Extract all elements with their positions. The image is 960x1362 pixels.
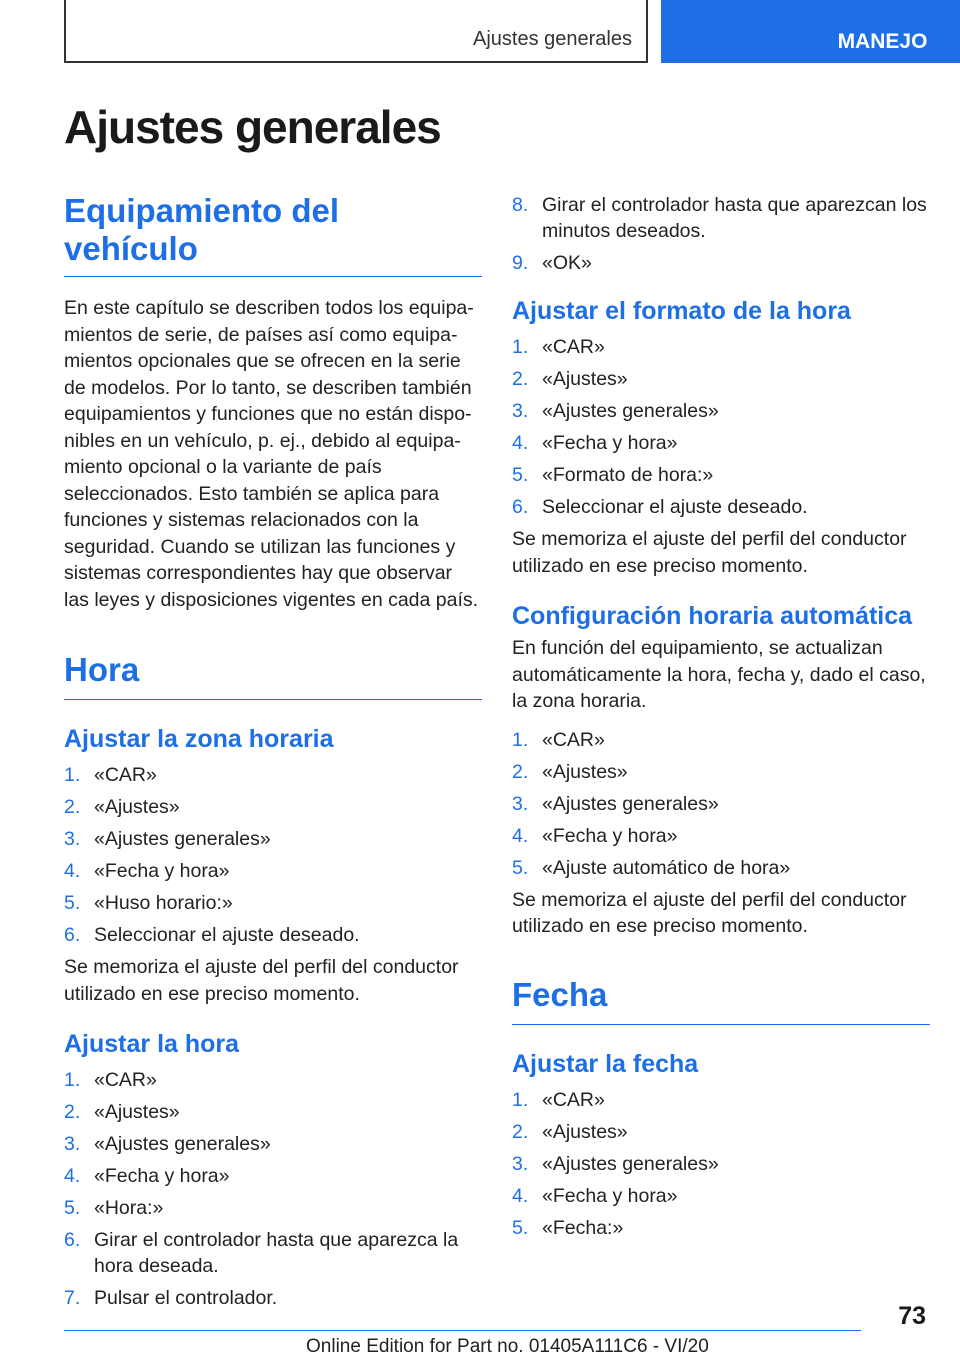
- step-number: 2.: [512, 368, 529, 390]
- list-item: [512, 823, 930, 849]
- step-number: 5.: [512, 464, 529, 486]
- heading-ajustar-hora: Ajustar la hora: [64, 1030, 240, 1058]
- heading-zona-horaria: Ajustar la zona horaria: [64, 725, 334, 753]
- step-number: 6.: [64, 924, 81, 946]
- step-number: 5.: [512, 1216, 529, 1239]
- list-item: [64, 826, 482, 852]
- list-item: [512, 462, 930, 488]
- paragraph-config-automatica: En función del equipamiento, se actualizan automáticamente la hora, fecha y, dado el caso, la zona horaria.: [512, 637, 926, 712]
- step-number: 3.: [64, 828, 81, 850]
- step-number: 1.: [512, 1088, 529, 1111]
- list-item: [64, 794, 482, 820]
- step-text: «Fecha y hora»: [94, 860, 230, 882]
- step-number: 4.: [64, 860, 81, 882]
- step-number: 5.: [64, 892, 81, 914]
- step-number: 2.: [512, 760, 529, 783]
- heading-equipamiento: Equipamiento del vehículo: [64, 192, 482, 277]
- right-column: [512, 192, 930, 1247]
- step-text: «Ajustes generales»: [94, 1133, 271, 1155]
- step-number: 1.: [512, 336, 529, 358]
- list-ajustar-fecha: [512, 1087, 930, 1241]
- list-item: [512, 1087, 930, 1113]
- step-text: «Ajustes»: [94, 1101, 180, 1123]
- step-number: 8.: [512, 194, 529, 216]
- list-item: [512, 366, 930, 392]
- step-number: 5.: [64, 1197, 81, 1219]
- step-text: «Ajuste automático de hora»: [542, 856, 791, 879]
- step-number: 1.: [64, 1069, 81, 1091]
- header-box: [64, 0, 648, 63]
- list-item: [512, 1151, 930, 1177]
- step-number: 1.: [64, 764, 81, 786]
- step-number: 2.: [512, 1120, 529, 1143]
- step-text: Seleccionar el ajuste deseado.: [94, 924, 360, 946]
- heading-ajustar-fecha: Ajustar la fecha: [512, 1049, 699, 1078]
- step-text: «Fecha y hora»: [542, 824, 678, 847]
- step-number: 4.: [512, 432, 529, 454]
- list-item: [64, 1067, 482, 1093]
- list-config-automatica: [512, 727, 930, 881]
- list-item: [512, 334, 930, 360]
- list-item: [64, 1227, 482, 1279]
- step-text: «Ajustes»: [542, 368, 628, 390]
- step-number: 4.: [512, 1184, 529, 1207]
- step-text: «CAR»: [94, 764, 157, 786]
- footer-rule: [64, 1330, 861, 1331]
- list-zona-horaria: [64, 762, 482, 948]
- page-number: 73: [898, 1302, 926, 1330]
- step-number: 3.: [64, 1133, 81, 1155]
- step-text: «Fecha:»: [542, 1216, 624, 1239]
- list-ajustar-hora-cont: [512, 192, 930, 276]
- step-text: «Fecha y hora»: [542, 1184, 678, 1207]
- step-text: «Hora:»: [94, 1197, 164, 1219]
- list-item: [64, 890, 482, 916]
- list-item: [64, 1099, 482, 1125]
- step-number: 4.: [512, 824, 529, 847]
- step-number: 4.: [64, 1165, 81, 1187]
- heading-hora: Hora: [64, 651, 482, 700]
- step-text: «Fecha y hora»: [542, 432, 678, 454]
- step-number: 3.: [512, 400, 529, 422]
- list-item: [512, 1119, 930, 1145]
- list-formato-hora: [512, 334, 930, 520]
- list-item: [512, 398, 930, 424]
- step-number: 5.: [512, 856, 529, 879]
- step-text: Seleccionar el ajuste deseado.: [542, 496, 808, 518]
- step-text: «CAR»: [542, 336, 605, 358]
- left-column: [64, 192, 482, 1317]
- step-text: «CAR»: [94, 1069, 157, 1091]
- step-text: «Fecha y hora»: [94, 1165, 230, 1187]
- list-ajustar-hora: [64, 1067, 482, 1311]
- step-number: 2.: [64, 796, 81, 818]
- step-text: «Ajustes»: [542, 760, 628, 783]
- list-item: [512, 855, 930, 881]
- step-text: «Formato de hora:»: [542, 464, 714, 486]
- list-item: [64, 1285, 482, 1311]
- step-text: Girar el controlador hasta que aparezca la hora deseada.: [94, 1229, 459, 1277]
- list-item: [512, 250, 930, 276]
- header-tab-manejo: [661, 0, 960, 63]
- step-text: «CAR»: [542, 1088, 605, 1111]
- page-title: Ajustes generales: [64, 101, 441, 153]
- step-text: «CAR»: [542, 728, 605, 751]
- list-item: [64, 1163, 482, 1189]
- list-item: [512, 494, 930, 520]
- step-text: «OK»: [542, 252, 592, 274]
- footer-edition: Online Edition for Part no. 01405A111C6 - VI/20: [306, 1336, 709, 1357]
- heading-formato-hora: Ajustar el formato de la hora: [512, 297, 851, 325]
- step-text: «Ajustes generales»: [542, 1152, 719, 1175]
- step-number: 7.: [64, 1287, 81, 1309]
- list-item: [64, 922, 482, 948]
- step-text: «Ajustes generales»: [542, 792, 719, 815]
- list-item: [512, 791, 930, 817]
- header-tab-label: MANEJO: [837, 30, 928, 53]
- list-item: [512, 727, 930, 753]
- list-item: [64, 762, 482, 788]
- list-item: [64, 858, 482, 884]
- step-text: «Ajustes generales»: [542, 400, 719, 422]
- step-text: Pulsar el controlador.: [94, 1287, 278, 1309]
- step-number: 6.: [64, 1229, 81, 1251]
- list-item: [512, 192, 930, 244]
- step-number: 3.: [512, 1152, 529, 1175]
- list-item: [512, 1183, 930, 1209]
- step-number: 3.: [512, 792, 529, 815]
- step-text: «Ajustes generales»: [94, 828, 271, 850]
- heading-fecha: Fecha: [512, 976, 930, 1025]
- note-zona-horaria: Se memoriza el ajuste del perfil del conductor utilizado en ese preciso momento.: [64, 956, 459, 1005]
- step-number: 6.: [512, 496, 529, 518]
- note-config-automatica: Se memoriza el ajuste del perfil del conductor utilizado en ese preciso momento.: [512, 888, 907, 937]
- list-item: [64, 1195, 482, 1221]
- header-section-title: Ajustes generales: [473, 28, 632, 50]
- step-number: 1.: [512, 728, 529, 751]
- note-formato-hora: Se memoriza el ajuste del perfil del conductor utilizado en ese preciso momento.: [512, 528, 907, 577]
- paragraph-equipamiento: En este capítulo se describen todos los equipamientos de serie, de países así como equipamientos opcionales que se ofrecen en la serie de modelos. Por lo tanto, se describen también equipamientos y funciones que no están disponibles en un vehículo, p. ej., debido al equipamiento opcional o la variante de país seleccionados. Esto también se aplica para funciones y sistemas relacionados con la seguridad. Cuando se utilizan las funciones y sistemas correspondientes hay que observar las leyes y disposiciones vigentes en cada país.: [64, 297, 479, 611]
- list-item: [512, 1215, 930, 1241]
- step-text: «Huso horario:»: [94, 892, 233, 914]
- step-text: «Ajustes»: [94, 796, 180, 818]
- list-item: [64, 1131, 482, 1157]
- step-text: «Ajustes»: [542, 1120, 628, 1143]
- list-item: [512, 759, 930, 785]
- step-number: 2.: [64, 1101, 81, 1123]
- step-number: 9.: [512, 252, 529, 274]
- step-text: Girar el controlador hasta que aparezcan los minutos deseados.: [542, 194, 927, 242]
- list-item: [512, 430, 930, 456]
- heading-config-automatica: Configuración horaria automática: [512, 602, 913, 630]
